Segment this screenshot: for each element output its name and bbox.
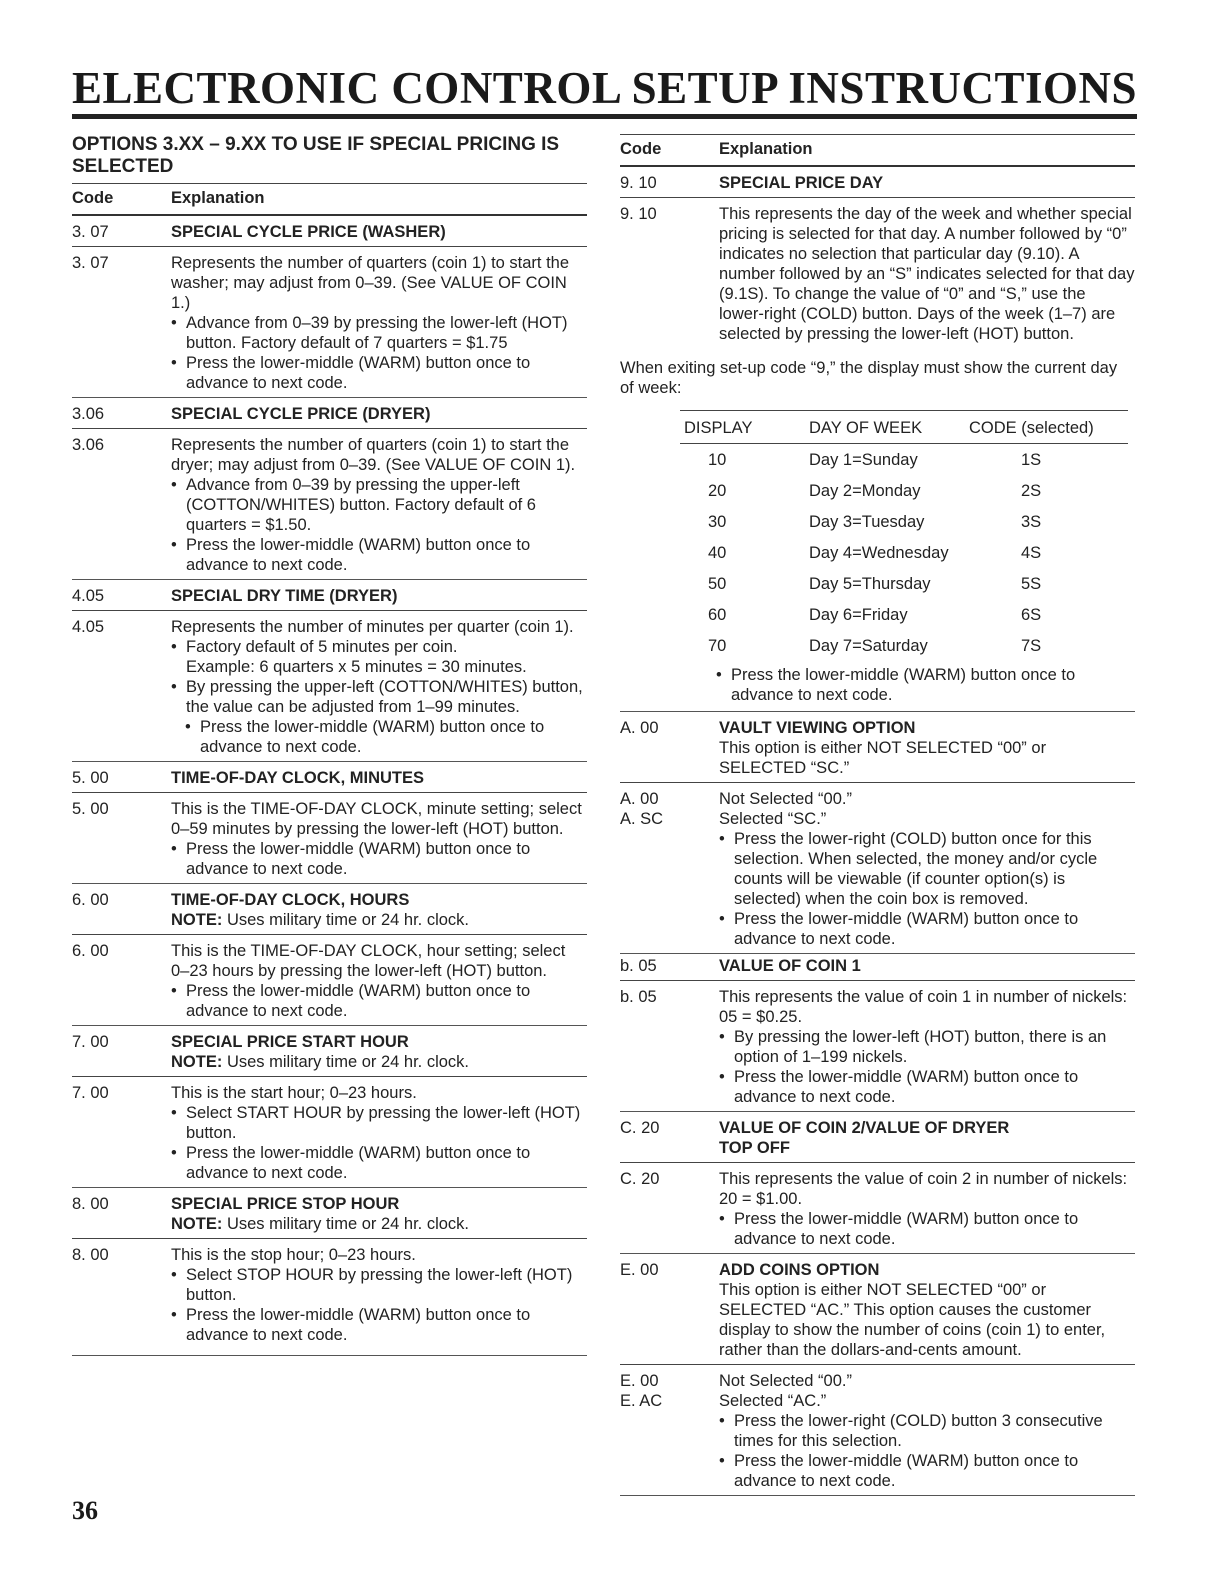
code-subtitle: This option is either NOT SELECTED “00” or SELECTED “SC.” — [719, 739, 1047, 777]
code-label: 3. 07 — [72, 223, 109, 241]
code-label: E. AC — [620, 1392, 663, 1410]
code-row-5-00-body — [72, 793, 587, 884]
code-row-3-06-heading — [72, 398, 587, 429]
bullet-item: • Press the lower-middle (WARM) button once to advance to next code. — [719, 910, 1079, 948]
code-label: 6. 00 — [72, 942, 109, 960]
code-label: 4.05 — [72, 587, 105, 605]
table-row: 10 Day 1=Sunday 1S — [708, 451, 1042, 469]
code-title: VALUE OF COIN 1 — [719, 957, 861, 975]
option-line: Not Selected “00.” — [719, 1372, 852, 1390]
column-header-code: Code — [620, 140, 662, 158]
bullet-item: • Press the lower-middle (WARM) button once to advance to next code. — [171, 354, 531, 392]
bullet-item: • Advance from 0–39 by pressing the lower-left (HOT) button. Factory default of 7 quarters = $1.75 — [171, 314, 568, 352]
code-row-8-00-heading — [72, 1188, 587, 1239]
bullet-item: • Advance from 0–39 by pressing the upper-left (COTTON/WHITES) button. Factory default of 6 quarters = $1.50. — [171, 476, 536, 534]
code-row-c-20-heading — [620, 1112, 1135, 1163]
note-line: NOTE: Uses military time or 24 hr. clock. — [171, 911, 469, 929]
exit-instructions: When exiting set-up code “9,” the display must show the current day of week: — [620, 359, 1118, 397]
code-description: Represents the number of minutes per quarter (coin 1). — [171, 618, 574, 636]
code-row-8-00-body — [72, 1239, 587, 1356]
code-title: SPECIAL DRY TIME (DRYER) — [171, 587, 398, 605]
code-row-e-00-heading — [620, 1254, 1135, 1365]
code-label: b. 05 — [620, 957, 657, 975]
day-table-note — [620, 661, 1135, 712]
code-description: This represents the value of coin 1 in number of nickels: 05 = $0.25. — [719, 988, 1128, 1026]
code-description: This is the TIME-OF-DAY CLOCK, hour setting; select 0–23 hours by pressing the lower-left (HOT) button. — [171, 942, 566, 980]
code-description: This represents the day of the week and whether special pricing is selected for that day. A number followed by “0” indicates no selection that particular day (9.10). A number followed by an “S” indicates selected for that day (9.1S). To change the value of “0” and “S,” use the lower-right (COLD) button. Days of the week (1–7) are selected by pressing the lower-left (HOT) button. — [719, 205, 1135, 343]
code-title: SPECIAL CYCLE PRICE (WASHER) — [171, 223, 446, 241]
bullet-item: • Press the lower-right (COLD) button once for this selection. When selected, the money and/or cycle counts will be viewable (if counter option(s) is selected) when the coin box is removed. — [719, 830, 1098, 908]
header-code-selected: CODE (selected) — [969, 419, 1094, 437]
note-line: NOTE: Uses military time or 24 hr. clock. — [171, 1215, 469, 1233]
code-label: C. 20 — [620, 1170, 660, 1188]
code-label: 9. 10 — [620, 205, 657, 223]
table-header — [72, 184, 587, 216]
code-description: Represents the number of quarters (coin 1) to start the washer; may adjust from 0–39. (See VALUE OF COIN 1.) — [171, 254, 570, 312]
example-line: Example: 6 quarters x 5 minutes = 30 minutes. — [186, 658, 527, 676]
code-description: This is the start hour; 0–23 hours. — [171, 1084, 417, 1102]
bullet-item: • By pressing the upper-left (COTTON/WHITES) button, the value can be adjusted from 1–99 minutes. — [171, 678, 583, 716]
table-header — [620, 134, 1135, 167]
code-label: 9. 10 — [620, 174, 657, 192]
day-table-header — [680, 411, 1128, 444]
code-label: 5. 00 — [72, 769, 109, 787]
code-row-e-00-body — [620, 1365, 1135, 1496]
day-of-week-table — [680, 410, 1128, 661]
column-header-explanation: Explanation — [719, 140, 813, 158]
option-line: Selected “AC.” — [719, 1392, 827, 1410]
code-title: TIME-OF-DAY CLOCK, HOURS — [171, 891, 410, 909]
section-title: OPTIONS 3.XX – 9.XX TO USE IF SPECIAL PRICING IS SELECTED — [72, 134, 587, 184]
table-row: 60 Day 6=Friday 6S — [708, 606, 1042, 624]
page-number: 36 — [72, 1496, 98, 1525]
code-label: 7. 00 — [72, 1084, 109, 1102]
code-row-7-00-body — [72, 1077, 587, 1188]
code-subtitle: This option is either NOT SELECTED “00” or SELECTED “AC.” This option causes the customer display to show the number of coins (coin 1) to enter, rather than the dollars-and-cents amount. — [719, 1281, 1106, 1359]
option-line: Not Selected “00.” — [719, 790, 852, 808]
code-label: b. 05 — [620, 988, 657, 1006]
header-display: DISPLAY — [684, 419, 753, 437]
code-label: 8. 00 — [72, 1246, 109, 1264]
code-title: SPECIAL PRICE STOP HOUR — [171, 1195, 400, 1213]
bullet-item: • Press the lower-middle (WARM) button once to advance to next code. — [171, 1306, 531, 1344]
code-title: TIME-OF-DAY CLOCK, MINUTES — [171, 769, 425, 787]
table-row: 30 Day 3=Tuesday 3S — [708, 513, 1042, 531]
code-row-4-05-body — [72, 611, 587, 762]
column-header-explanation: Explanation — [171, 189, 265, 207]
code-row-6-00-heading — [72, 884, 587, 935]
table-row: 70 Day 7=Saturday 7S — [708, 637, 1042, 655]
code-row-a-00-heading — [620, 712, 1135, 783]
code-label: A. 00 — [620, 790, 659, 808]
table-row: 20 Day 2=Monday 2S — [708, 482, 1042, 500]
column-header-code: Code — [72, 189, 114, 207]
code-row-4-05-heading — [72, 580, 587, 611]
code-label: 3.06 — [72, 405, 105, 423]
code-row-3-07-body — [72, 247, 587, 398]
bullet-item: • Press the lower-middle (WARM) button once to advance to next code. — [171, 840, 531, 878]
code-description: This represents the value of coin 2 in number of nickels: 20 = $1.00. — [719, 1170, 1128, 1208]
option-line: Selected “SC.” — [719, 810, 827, 828]
bullet-item: • Press the lower-middle (WARM) button once to advance to next code. — [716, 666, 1076, 704]
code-title: VAULT VIEWING OPTION — [719, 719, 916, 737]
code-title: SPECIAL CYCLE PRICE (DRYER) — [171, 405, 431, 423]
bullet-item: • Select START HOUR by pressing the lower-left (HOT) button. — [171, 1104, 581, 1142]
bullet-item: • Press the lower-middle (WARM) button once to advance to next code. — [171, 1144, 531, 1182]
bullet-item: • Press the lower-middle (WARM) button once to advance to next code. — [719, 1452, 1079, 1490]
page-title: ELECTRONIC CONTROL SETUP INSTRUCTIONS — [72, 63, 1138, 113]
code-description: This is the TIME-OF-DAY CLOCK, minute setting; select 0–59 minutes by pressing the lower-left (HOT) button. — [171, 800, 582, 838]
table-row: 50 Day 5=Thursday 5S — [708, 575, 1042, 593]
code-label: 6. 00 — [72, 891, 109, 909]
table-row: 40 Day 4=Wednesday 4S — [708, 544, 1042, 562]
bullet-item: • Select STOP HOUR by pressing the lower-left (HOT) button. — [171, 1266, 573, 1304]
bullet-item: • By pressing the lower-left (HOT) button, there is an option of 1–199 nickels. — [719, 1028, 1107, 1066]
bullet-item: • Press the lower-middle (WARM) button once to advance to next code. — [719, 1068, 1079, 1106]
code-label: 8. 00 — [72, 1195, 109, 1213]
code-label: 3.06 — [72, 436, 105, 454]
code-row-a-00-body — [620, 783, 1135, 954]
bullet-item: • Press the lower-middle (WARM) button once to advance to next code. — [185, 718, 545, 756]
title-rule — [72, 114, 1137, 119]
code-label: E. 00 — [620, 1261, 659, 1279]
code-label: E. 00 — [620, 1372, 659, 1390]
code-title: ADD COINS OPTION — [719, 1261, 880, 1279]
right-column — [620, 134, 1135, 1496]
code-row-9-10-body — [620, 198, 1135, 348]
code-label: A. 00 — [620, 719, 659, 737]
header-day-of-week: DAY OF WEEK — [809, 419, 923, 437]
code-row-5-00-heading — [72, 762, 587, 793]
bullet-item: • Press the lower-right (COLD) button 3 consecutive times for this selection. — [719, 1412, 1103, 1450]
code-row-b-05-heading — [620, 954, 1135, 981]
bullet-item: • Factory default of 5 minutes per coin. — [171, 638, 458, 656]
bullet-item: • Press the lower-middle (WARM) button once to advance to next code. — [171, 982, 531, 1020]
bullet-item: • Press the lower-middle (WARM) button once to advance to next code. — [171, 536, 531, 574]
bullet-item: • Press the lower-middle (WARM) button once to advance to next code. — [719, 1210, 1079, 1248]
code-row-9-10-heading — [620, 167, 1135, 198]
left-column — [72, 134, 587, 1356]
code-title: SPECIAL PRICE START HOUR — [171, 1033, 409, 1051]
code-row-7-00-heading — [72, 1026, 587, 1077]
code-label: 4.05 — [72, 618, 105, 636]
code-description: Represents the number of quarters (coin 1) to start the dryer; may adjust from 0–39. (See VALUE OF COIN 1). — [171, 436, 576, 474]
note-line: NOTE: Uses military time or 24 hr. clock. — [171, 1053, 469, 1071]
code-description: This is the stop hour; 0–23 hours. — [171, 1246, 416, 1264]
code-title: VALUE OF COIN 2/VALUE OF DRYER TOP OFF — [719, 1119, 1010, 1157]
code-row-3-07-heading — [72, 216, 587, 247]
code-row-6-00-body — [72, 935, 587, 1026]
code-title: SPECIAL PRICE DAY — [719, 174, 884, 192]
code-label: 5. 00 — [72, 800, 109, 818]
code-label: 7. 00 — [72, 1033, 109, 1051]
code-row-b-05-body — [620, 981, 1135, 1112]
code-row-3-06-body — [72, 429, 587, 580]
code-label: 3. 07 — [72, 254, 109, 272]
code-label: A. SC — [620, 810, 664, 828]
code-row-c-20-body — [620, 1163, 1135, 1254]
code-label: C. 20 — [620, 1119, 660, 1137]
